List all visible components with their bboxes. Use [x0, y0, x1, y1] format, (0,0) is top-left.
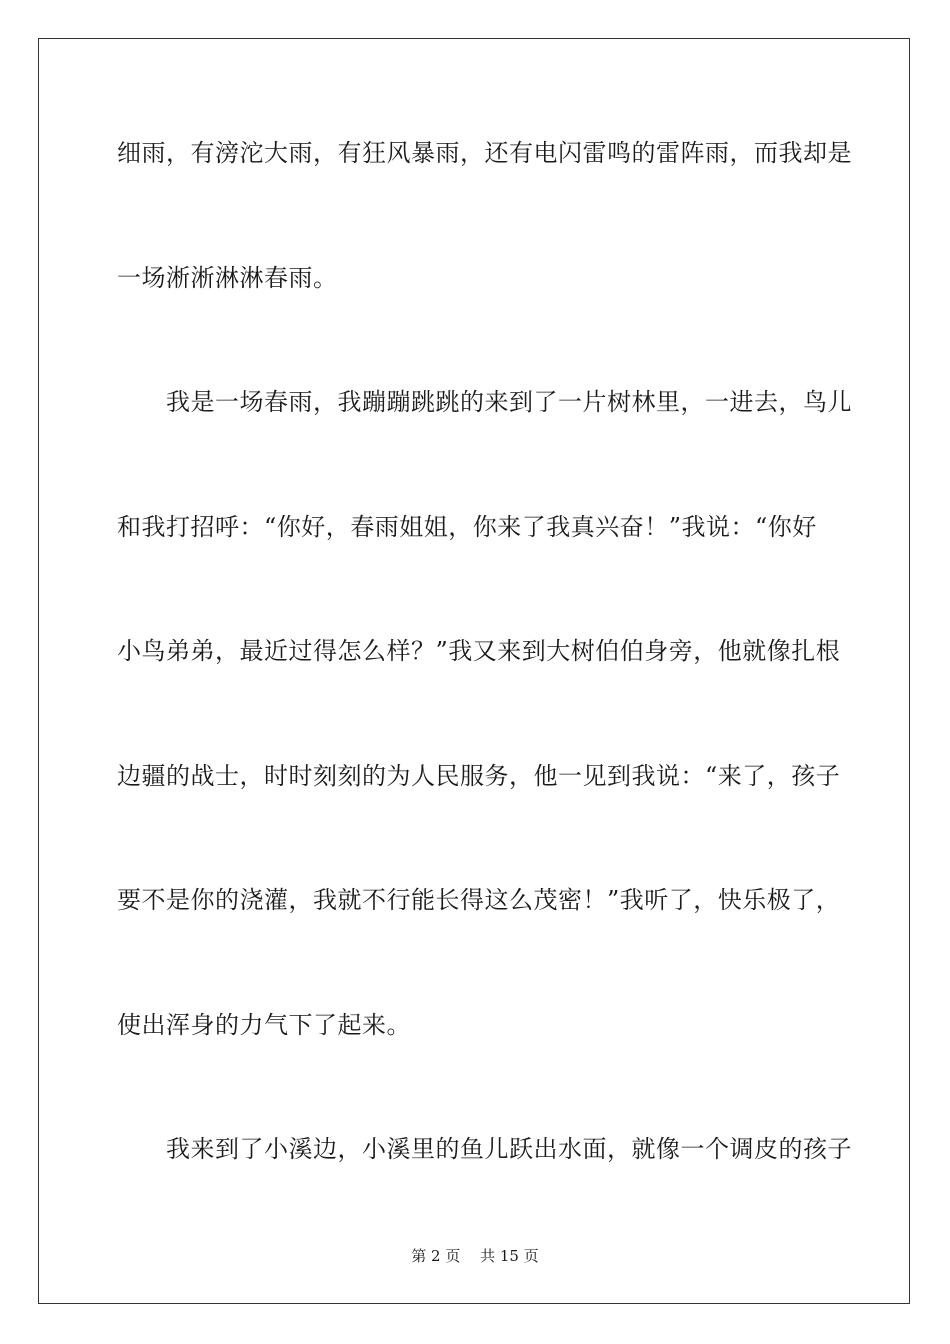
text-line-7: 要不是你的浇灌，我就不行能长得这么茂密！”我听了，快乐极了，: [117, 886, 841, 914]
text-line-8: 使出浑身的力气下了起来。: [117, 1011, 411, 1039]
text-line-2: 一场淅淅淋淋春雨。: [117, 264, 338, 292]
text-line-4: 和我打招呼：“你好，春雨姐姐，你来了我真兴奋！”我说：“你好: [117, 513, 817, 541]
page-border: [38, 38, 910, 1304]
text-line-6: 边疆的战士，时时刻刻的为人民服务，他一见到我说：“来了，孩子: [117, 762, 841, 790]
text-line-9: 我来到了小溪边，小溪里的鱼儿跃出水面，就像一个调皮的孩子: [117, 1135, 852, 1163]
page-number-footer: 第 2 页 共 15 页: [411, 1247, 539, 1265]
text-line-5: 小鸟弟弟，最近过得怎么样？”我又来到大树伯伯身旁，他就像扎根: [117, 637, 841, 665]
text-line-3: 我是一场春雨，我蹦蹦跳跳的来到了一片树林里，一进去，鸟儿: [117, 388, 852, 416]
text-line-1: 细雨，有滂沱大雨，有狂风暴雨，还有电闪雷鸣的雷阵雨，而我却是: [117, 139, 852, 167]
